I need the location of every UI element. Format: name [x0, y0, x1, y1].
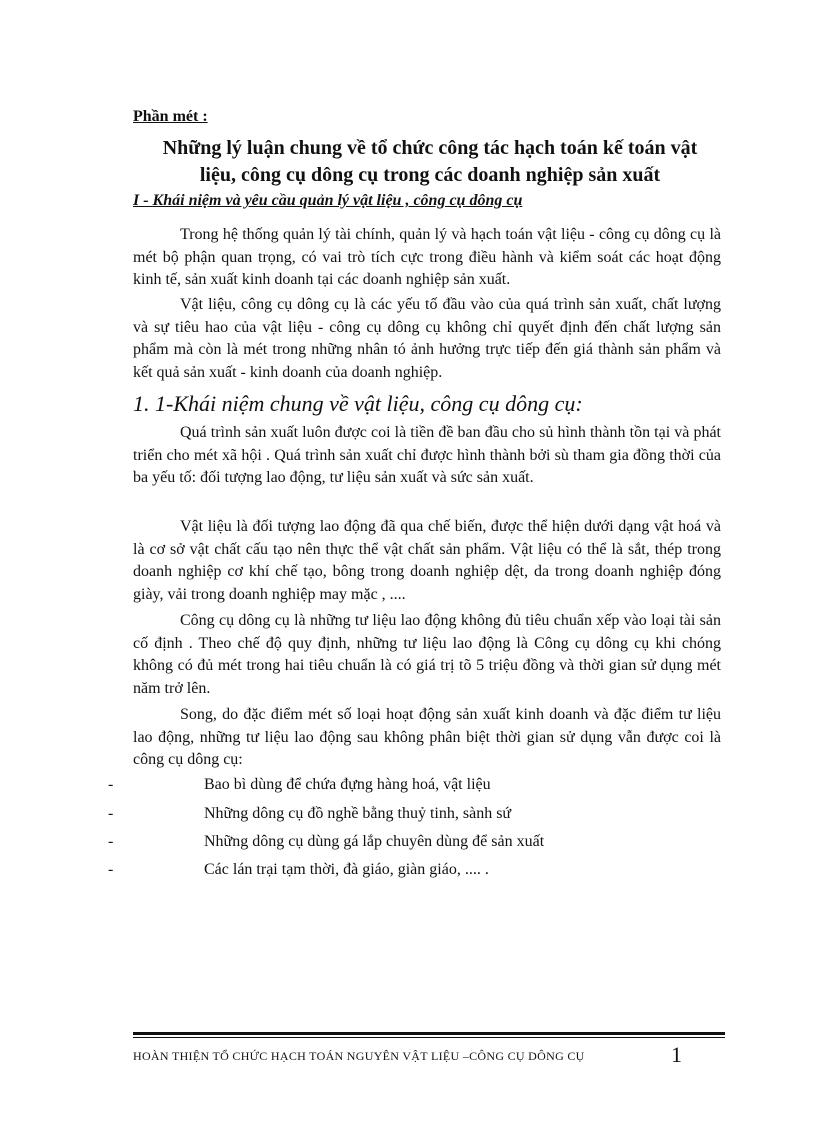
footer-divider-thin: [133, 1037, 725, 1038]
chapter-title-line-2: liệu, công cụ dông cụ trong các doanh nghiệp sản xuất: [199, 164, 661, 186]
subsection-heading: 1. 1-Khái niệm chung về vật liệu, công cụ dông cụ:: [133, 391, 583, 416]
bullet-dash: -: [108, 861, 114, 878]
list-item-text: Những dông cụ đồ nghề bằng thuỷ tinh, sành sứ: [204, 805, 512, 822]
bullet-dash: -: [108, 776, 114, 793]
bullet-dash: -: [108, 805, 114, 822]
list-item: [0, 861, 720, 885]
list-item: [0, 776, 720, 800]
paragraph: Vật liệu, công cụ dông cụ là các yếu tố đầu vào của quá trình sản xuất, chất lượng và sự tiêu hao của vật liệu - công cụ dông cụ không chỉ quyết định đến chất lượng sản phẩm mà còn là mét trong những nhân tó ảnh hưởng trực tiếp đến giá thành sản phẩm và kết quả sản xuất - kinh doanh của doanh nghiệp.: [133, 296, 721, 381]
paragraph: Quá trình sản xuất luôn được coi là tiền đề ban đầu cho sủ hình thành tồn tại và phát triển cho mét xã hội . Quá trình sản xuất chỉ được hình thành bởi sù tham gia đồng thời của ba yếu tố: đối tượng lao động, tư liệu sản xuất và sức sản xuất.: [133, 424, 721, 486]
paragraph: Vật liệu là đối tượng lao động đã qua chế biến, được thể hiện dưới dạng vật hoá và là cơ sở vật chất cấu tạo nên thực thể vật chất sản phẩm. Vật liệu có thể là sắt, thép trong doanh nghiệp cơ khí chế tạo, bông trong doanh nghiệp dệt, da trong doanh nghiệp đóng giày, vải trong doanh nghiệp may mặc , ....: [133, 518, 721, 603]
paragraph: Trong hệ thống quản lý tài chính, quản lý và hạch toán vật liệu - công cụ dông cụ là mét bộ phận quan trọng, có vai trò tích cực trong điều hành và kiểm soát các hoạt động kinh tế, sản xuất kinh doanh tại các doanh nghiệp sản xuất.: [133, 226, 721, 288]
chapter-title-line-1: Những lý luận chung về tổ chức công tác hạch toán kế toán vật: [162, 137, 698, 159]
paragraph: Song, do đặc điểm mét số loại hoạt động sản xuất kinh doanh và đặc điểm tư liệu lao động, những tư liệu lao động sau không phân biệt thời gian sử dụng vẫn được coi là công cụ dông cụ:: [133, 706, 721, 768]
list-item-text: Bao bì dùng để chứa đựng hàng hoá, vật liệu: [204, 776, 491, 793]
list-item: [0, 805, 720, 829]
part-label: Phần mét :: [133, 108, 208, 125]
footer-title: HOÀN THIỆN TỔ CHỨC HẠCH TOÁN NGUYÊN VẬT LIỆU –CÔNG CỤ DÔNG CỤ: [133, 1049, 585, 1063]
list-item-text: Các lán trại tạm thời, đà giáo, giàn giáo, .... .: [204, 861, 489, 878]
footer-divider-thick: [133, 1032, 725, 1035]
list-item-text: Những dông cụ dùng gá lắp chuyên dùng để sản xuất: [204, 833, 545, 850]
bullet-dash: -: [108, 833, 114, 850]
paragraph: Công cụ dông cụ là những tư liệu lao động không đủ tiêu chuẩn xếp vào loại tài sản cố định . Theo chế độ quy định, những tư liệu lao động là Công cụ dông cụ khi chóng không có đủ mét trong hai tiêu chuẩn là có giá trị tõ 5 triệu đồng và thời gian sử dụng mét năm trở lên.: [133, 612, 721, 697]
section-heading: I - Khái niệm và yêu cầu quản lý vật liệu , công cụ dông cụ: [133, 192, 523, 209]
list-item: [0, 833, 720, 857]
page-number: 1: [671, 1042, 682, 1067]
chapter-title: [120, 135, 740, 189]
